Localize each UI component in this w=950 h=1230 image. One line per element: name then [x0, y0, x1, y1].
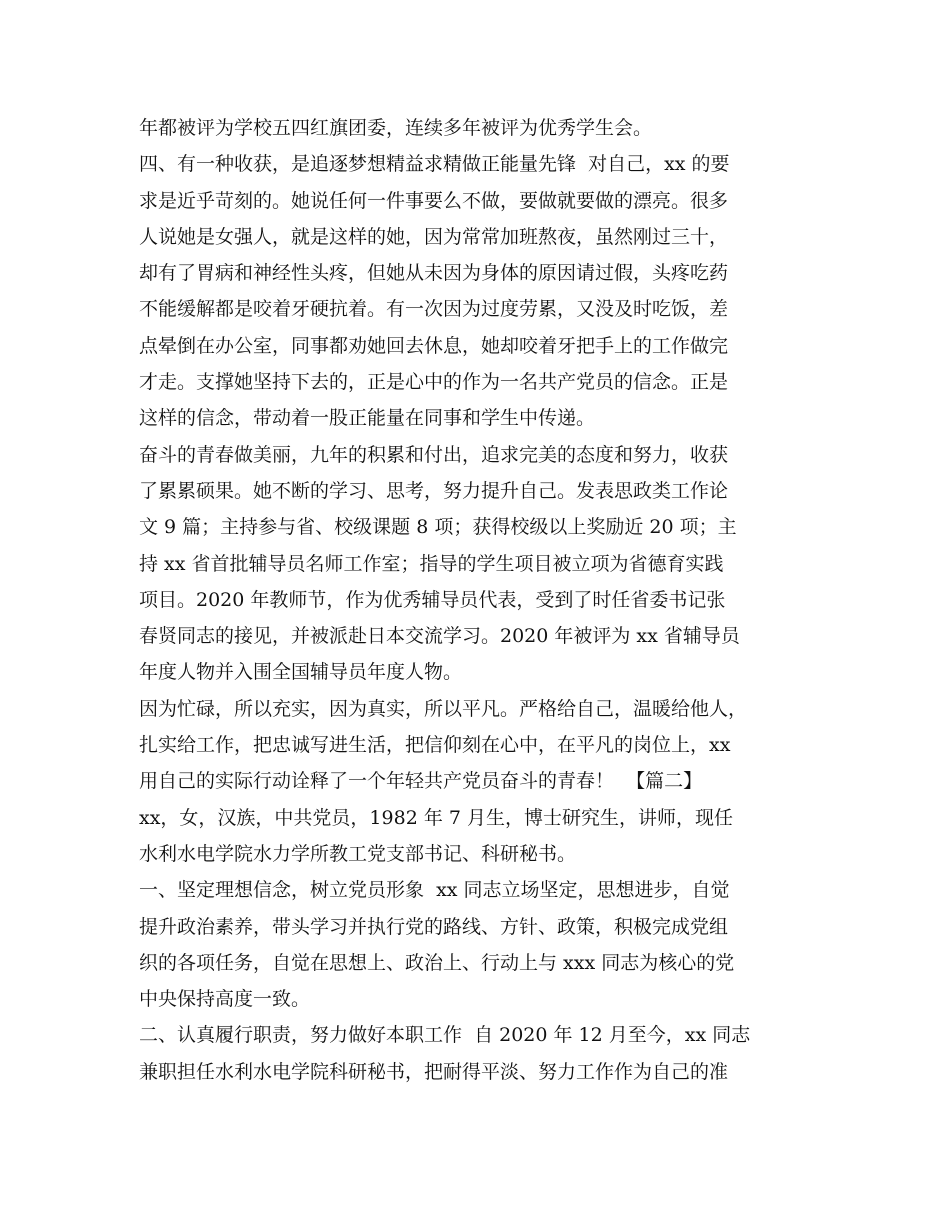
text-line: 用自己的实际行动诠释了一个年轻共产党员奋斗的青春！ 【篇二】	[139, 770, 703, 793]
text-line: 持 xx 省首批辅导员名师工作室；指导的学生项目被立项为省德育实践	[139, 552, 724, 575]
text-line: 却有了胃病和神经性头疼，但她从未因为身体的原因请过假，头疼吃药	[139, 262, 729, 285]
text-line: 了累累硕果。她不断的学习、思考，努力提升自己。发表思政类工作论	[139, 479, 729, 502]
text-line: 一、坚定理想信念，树立党员形象 xx 同志立场坚定，思想进步，自觉	[139, 879, 730, 902]
text-line: 春贤同志的接见，并被派赴日本交流学习。2020 年被评为 xx 省辅导员	[139, 625, 740, 648]
text-line: 四、有一种收获，是追逐梦想精益求精做正能量先锋 对自己，xx 的要	[139, 153, 730, 176]
text-line: xx，女，汉族，中共党员，1982 年 7 月生，博士研究生，讲师，现任	[139, 806, 733, 829]
document-body	[139, 110, 829, 1090]
text-line: 年都被评为学校五四红旗团委，连续多年被评为优秀学生会。	[139, 117, 653, 139]
text-line: 才走。支撑她坚持下去的，正是心中的作为一名共产党员的信念。正是	[139, 371, 729, 394]
text-line: 二、认真履行职责，努力做好本职工作 自 2020 年 12 月至今，xx 同志	[139, 1024, 751, 1047]
text-line: 求是近乎苛刻的。她说任何一件事要么不做，要做就要做的漂亮。很多	[139, 189, 729, 212]
text-line: 人说她是女强人，就是这样的她，因为常常加班熬夜，虽然刚过三十，	[139, 225, 729, 248]
text-line: 织的各项任务，自觉在思想上、政治上、行动上与 xxx 同志为核心的党	[139, 951, 735, 974]
text-line: 中央保持高度一致。	[139, 988, 311, 1011]
text-line: 年度人物并入围全国辅导员年度人物。	[139, 661, 463, 684]
text-line: 点晕倒在办公室，同事都劝她回去休息，她却咬着牙把手上的工作做完	[139, 334, 729, 357]
text-line: 兼职担任水利水电学院科研秘书，把耐得平淡、努力工作作为自己的准	[139, 1060, 729, 1083]
text-line: 因为忙碌，所以充实，因为真实，所以平凡。严格给自己，温暖给他人，	[139, 697, 748, 720]
text-line: 不能缓解都是咬着牙硬抗着。有一次因为过度劳累，又没及时吃饭，差	[139, 298, 729, 321]
text-line: 文 9 篇；主持参与省、校级课题 8 项；获得校级以上奖励近 20 项；主	[139, 516, 737, 539]
text-line: 项目。2020 年教师节，作为优秀辅导员代表，受到了时任省委书记张	[139, 588, 726, 611]
text-line: 扎实给工作，把忠诚写进生活，把信仰刻在心中，在平凡的岗位上，xx	[139, 734, 731, 757]
text-line: 奋斗的青春做美丽，九年的积累和付出，追求完美的态度和努力，收获	[139, 443, 729, 466]
text-line: 水利水电学院水力学所教工党支部书记、科研秘书。	[139, 842, 577, 865]
text-line: 提升政治素养，带头学习并执行党的路线、方针、政策，积极完成党组	[139, 915, 729, 938]
text-line: 这样的信念，带动着一股正能量在同事和学生中传递。	[139, 407, 596, 430]
